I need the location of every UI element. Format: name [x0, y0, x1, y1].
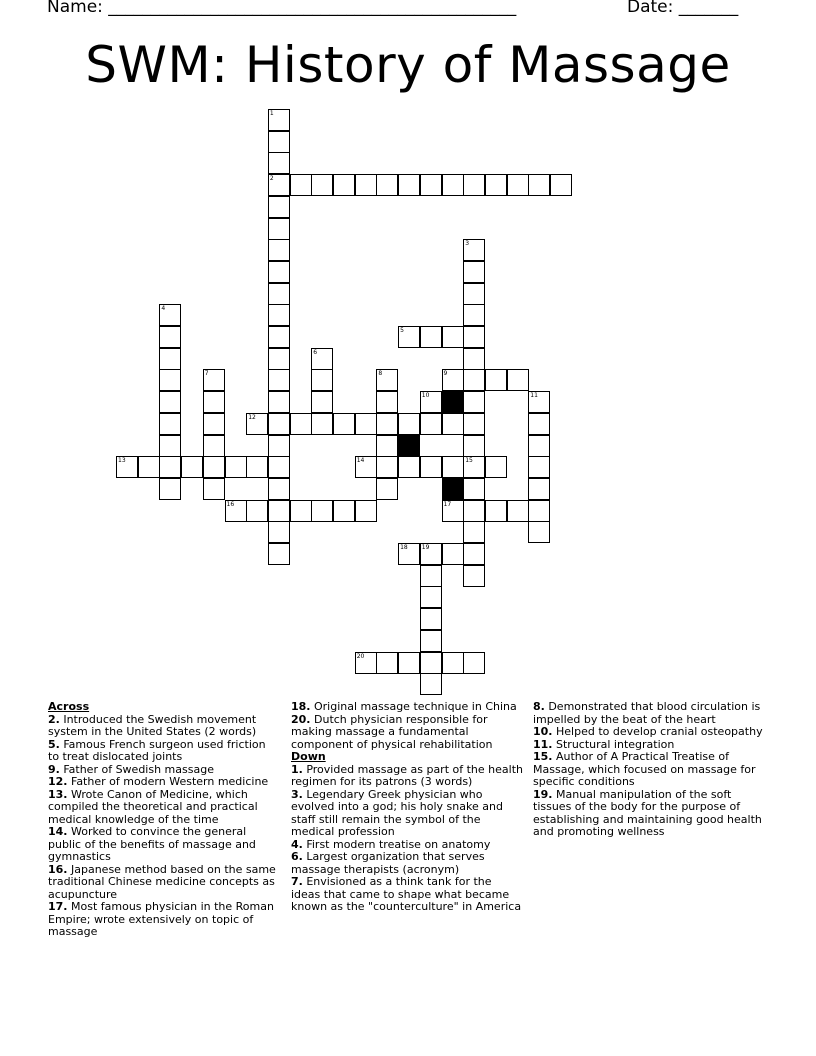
crossword-cell[interactable] — [268, 174, 290, 196]
clue-text: Introduced the Swedish movement system in the United States (2 words) — [48, 712, 257, 738]
clue-item — [533, 701, 765, 726]
clue-item — [291, 789, 523, 839]
crossword-cell[interactable] — [181, 456, 203, 478]
crossword-cell[interactable] — [463, 326, 485, 348]
clue-text: Demonstrated that blood circulation is impelled by the beat of the heart — [533, 700, 761, 726]
clue-text: Manual manipulation of the soft tissues of the body for the purpose of establishing and maintaining good health and promoting wellness — [533, 787, 762, 838]
clue-number: 18. — [291, 700, 311, 713]
crossword-cell[interactable] — [376, 478, 398, 500]
crossword-cell[interactable] — [268, 521, 290, 543]
crossword-cell[interactable] — [203, 435, 225, 457]
crossword-block-cell — [442, 478, 464, 500]
crossword-cell[interactable] — [311, 500, 333, 522]
crossword-cell[interactable] — [420, 673, 442, 695]
crossword-cell[interactable] — [159, 391, 181, 413]
date-field-label: Date: _______ — [627, 0, 739, 17]
crossword-cell[interactable] — [268, 413, 290, 435]
crossword-cell[interactable] — [311, 369, 333, 391]
crossword-cell[interactable] — [268, 369, 290, 391]
clue-item — [48, 789, 280, 827]
clue-number: 6. — [291, 850, 303, 863]
across-heading: Across — [48, 700, 90, 713]
crossword-cell-number: 8 — [378, 370, 383, 378]
crossword-cell[interactable] — [268, 391, 290, 413]
clue-text: Largest organization that serves massage therapists (acronym) — [291, 850, 485, 876]
crossword-cell[interactable] — [463, 304, 485, 326]
crossword-cell[interactable] — [376, 435, 398, 457]
crossword-cell[interactable] — [507, 174, 529, 196]
crossword-cell[interactable] — [463, 500, 485, 522]
crossword-cell[interactable] — [225, 456, 247, 478]
crossword-cell[interactable] — [355, 456, 377, 478]
crossword-cell[interactable] — [246, 413, 268, 435]
crossword-cell[interactable] — [159, 348, 181, 370]
crossword-cell[interactable] — [528, 391, 550, 413]
crossword-cell[interactable] — [333, 413, 355, 435]
crossword-cell[interactable] — [203, 413, 225, 435]
crossword-cell[interactable] — [485, 456, 507, 478]
clue-number: 8. — [533, 700, 545, 713]
crossword-cell[interactable] — [463, 369, 485, 391]
crossword-cell-number: 17 — [443, 500, 452, 508]
crossword-cell-number: 19 — [421, 544, 430, 551]
crossword-cell-number: 13 — [118, 457, 126, 465]
crossword-cell-number: 12 — [248, 413, 256, 421]
clue-number: 2. — [48, 712, 60, 726]
crossword-cell-number: 5 — [400, 327, 404, 334]
clue-number: 19. — [533, 787, 553, 801]
crossword-cell-number: 9 — [443, 370, 448, 378]
crossword-cell-number: 15 — [465, 457, 473, 465]
crossword-cell[interactable] — [290, 413, 312, 435]
crossword-cell[interactable] — [442, 652, 464, 674]
crossword-cell[interactable] — [376, 456, 398, 478]
crossword-cell[interactable] — [420, 456, 442, 478]
crossword-cell[interactable] — [442, 413, 464, 435]
crossword-cell[interactable] — [355, 652, 377, 674]
crossword-cell-number: 18 — [400, 544, 408, 551]
clue-text: Legendary Greek physician who evolved into a god; his holy snake and staff still remain the symbol of the medical profession — [291, 787, 503, 838]
clue-item — [291, 764, 523, 789]
clue-item — [291, 876, 523, 914]
clue-text: Original massage technique in China — [310, 700, 517, 713]
crossword-cell[interactable] — [442, 500, 464, 522]
clue-text: Famous French surgeon used friction to treat dislocated joints — [48, 737, 266, 763]
crossword-cell[interactable] — [398, 174, 420, 196]
crossword-cell[interactable] — [463, 543, 485, 565]
crossword-cell[interactable] — [268, 478, 290, 500]
crossword-block-cell — [398, 435, 420, 457]
crossword-cell[interactable] — [420, 326, 442, 348]
crossword-cell[interactable] — [463, 413, 485, 435]
clue-number: 4. — [291, 837, 303, 851]
crossword-cell[interactable] — [398, 652, 420, 674]
crossword-cell[interactable] — [159, 304, 181, 326]
crossword-cell[interactable] — [420, 565, 442, 587]
crossword-cell[interactable] — [463, 348, 485, 370]
clue-text: Provided massage as part of the health regimen for its patrons (3 words) — [291, 762, 523, 788]
crossword-block-cell — [442, 391, 464, 413]
crossword-cell[interactable] — [268, 435, 290, 457]
clue-item — [48, 864, 280, 902]
clue-text: Wrote Canon of Medicine, which compiled the theoretical and practical medical knowledge of the time — [48, 787, 258, 826]
crossword-cell[interactable] — [463, 391, 485, 413]
crossword-cell[interactable] — [528, 500, 550, 522]
crossword-cell[interactable] — [376, 369, 398, 391]
crossword-cell[interactable] — [138, 456, 160, 478]
crossword-cell[interactable] — [463, 521, 485, 543]
crossword-cell[interactable] — [268, 283, 290, 305]
puzzle-title: SWM: History of Massage — [85, 36, 731, 94]
crossword-cell[interactable] — [159, 413, 181, 435]
crossword-cell-number: 20 — [356, 652, 365, 660]
crossword-cell[interactable] — [463, 565, 485, 587]
clue-text: Helped to develop cranial osteopathy — [552, 725, 763, 738]
crossword-cell[interactable] — [311, 413, 333, 435]
crossword-cell[interactable] — [485, 174, 507, 196]
crossword-cell[interactable] — [159, 456, 181, 478]
crossword-cell[interactable] — [463, 435, 485, 457]
clue-text: Japanese method based on the same traditional Chinese medicine concepts as acupuncture — [48, 862, 276, 901]
crossword-cell[interactable] — [203, 478, 225, 500]
crossword-cell[interactable] — [203, 391, 225, 413]
crossword-cell-number: 4 — [161, 305, 166, 313]
clue-number: 9. — [48, 762, 60, 776]
clue-number: 7. — [291, 875, 303, 888]
crossword-cell[interactable] — [507, 500, 529, 522]
crossword-cell[interactable] — [550, 174, 572, 196]
crossword-cell[interactable] — [420, 174, 442, 196]
crossword-cell[interactable] — [398, 413, 420, 435]
crossword-cell[interactable] — [116, 456, 138, 478]
crossword-cell[interactable] — [268, 239, 290, 261]
crossword-cell[interactable] — [225, 500, 247, 522]
clue-number: 15. — [533, 750, 553, 763]
crossword-cell[interactable] — [268, 500, 290, 522]
crossword-cell-number: 10 — [421, 392, 430, 400]
name-field-label: Name: ________________________________________________ — [47, 0, 517, 17]
crossword-cell[interactable] — [398, 326, 420, 348]
clue-number: 11. — [533, 737, 553, 751]
crossword-cell[interactable] — [463, 261, 485, 283]
crossword-cell[interactable] — [398, 543, 420, 565]
crossword-cell[interactable] — [528, 478, 550, 500]
crossword-cell[interactable] — [420, 413, 442, 435]
clue-column-3 — [533, 701, 765, 839]
crossword-cell[interactable] — [463, 283, 485, 305]
crossword-cell[interactable] — [442, 369, 464, 391]
clue-number: 14. — [48, 825, 68, 838]
clue-item — [48, 739, 280, 764]
clue-item — [291, 714, 523, 752]
crossword-cell[interactable] — [528, 456, 550, 478]
crossword-cell[interactable] — [463, 456, 485, 478]
crossword-cell[interactable] — [355, 500, 377, 522]
crossword-cell[interactable] — [528, 174, 550, 196]
crossword-cell[interactable] — [485, 500, 507, 522]
crossword-cell[interactable] — [268, 456, 290, 478]
crossword-cell[interactable] — [268, 304, 290, 326]
clue-item — [291, 851, 523, 876]
crossword-cell-number: 16 — [226, 500, 235, 508]
clue-number: 17. — [48, 900, 68, 913]
crossword-cell[interactable] — [376, 413, 398, 435]
crossword-cell[interactable] — [376, 174, 398, 196]
crossword-cell[interactable] — [268, 261, 290, 283]
clue-text: Dutch physician responsible for making massage a fundamental component of physical rehabilitation — [291, 712, 493, 751]
clue-text: First modern treatise on anatomy — [302, 837, 491, 851]
clue-text: Structural integration — [552, 737, 675, 751]
clue-item — [533, 751, 765, 789]
crossword-cell[interactable] — [290, 174, 312, 196]
crossword-cell[interactable] — [159, 326, 181, 348]
crossword-cell[interactable] — [159, 435, 181, 457]
clue-text: Author of A Practical Treatise of Massage, which focused on massage for specific conditions — [533, 750, 756, 788]
crossword-cell-number: 11 — [530, 392, 538, 400]
crossword-cell[interactable] — [355, 413, 377, 435]
clue-item — [48, 714, 280, 739]
clue-text: Father of Swedish massage — [59, 762, 214, 776]
down-heading: Down — [291, 750, 326, 763]
crossword-cell[interactable] — [420, 652, 442, 674]
clue-item — [48, 901, 280, 939]
crossword-cell[interactable] — [268, 348, 290, 370]
crossword-cell[interactable] — [268, 109, 290, 131]
crossword-cell[interactable] — [268, 196, 290, 218]
clue-text: Worked to convince the general public of the benefits of massage and gymnastics — [48, 825, 256, 863]
crossword-cell[interactable] — [420, 586, 442, 608]
crossword-cell[interactable] — [420, 543, 442, 565]
crossword-cell[interactable] — [159, 369, 181, 391]
crossword-cell-number: 7 — [204, 370, 209, 378]
crossword-cell[interactable] — [442, 174, 464, 196]
crossword-cell[interactable] — [268, 131, 290, 153]
crossword-cell[interactable] — [311, 348, 333, 370]
crossword-cell[interactable] — [268, 218, 290, 240]
crossword-cell[interactable] — [528, 413, 550, 435]
clue-column-1 — [48, 701, 280, 939]
crossword-cell[interactable] — [398, 456, 420, 478]
crossword-cell[interactable] — [442, 456, 464, 478]
clue-text: Father of modern Western medicine — [67, 775, 269, 788]
clue-number: 13. — [48, 787, 68, 801]
crossword-cell-number: 3 — [465, 240, 470, 248]
crossword-cell[interactable] — [463, 478, 485, 500]
clue-number: 1. — [291, 762, 303, 776]
clue-number: 3. — [291, 787, 303, 801]
clue-number: 20. — [291, 712, 311, 726]
crossword-cell[interactable] — [463, 239, 485, 261]
crossword-cell[interactable] — [333, 500, 355, 522]
clue-column-2 — [291, 701, 523, 914]
crossword-cell[interactable] — [463, 174, 485, 196]
crossword-cell-number: 2 — [269, 175, 274, 183]
crossword-cell[interactable] — [485, 369, 507, 391]
crossword-cell[interactable] — [268, 543, 290, 565]
clue-text: Envisioned as a think tank for the ideas that came to shape what became known as the "counterculture" in America — [291, 875, 522, 913]
crossword-cell[interactable] — [355, 174, 377, 196]
crossword-cell[interactable] — [420, 391, 442, 413]
crossword-cell[interactable] — [507, 369, 529, 391]
crossword-cell[interactable] — [159, 478, 181, 500]
crossword-cell[interactable] — [290, 500, 312, 522]
crossword-cell[interactable] — [376, 391, 398, 413]
clue-number: 5. — [48, 737, 60, 751]
crossword-cell-number: 14 — [356, 457, 365, 465]
crossword-cell[interactable] — [203, 456, 225, 478]
crossword-cell[interactable] — [246, 500, 268, 522]
clue-item — [533, 789, 765, 839]
crossword-cell[interactable] — [311, 391, 333, 413]
crossword-cell[interactable] — [420, 608, 442, 630]
crossword-cell[interactable] — [442, 543, 464, 565]
crossword-cell[interactable] — [528, 521, 550, 543]
crossword-cell[interactable] — [376, 652, 398, 674]
crossword-cell[interactable] — [268, 326, 290, 348]
crossword-cell[interactable] — [246, 456, 268, 478]
crossword-cell-number: 1 — [269, 110, 274, 117]
crossword-cell[interactable] — [528, 435, 550, 457]
crossword-cell[interactable] — [203, 369, 225, 391]
crossword-cell[interactable] — [420, 630, 442, 652]
clue-number: 12. — [48, 775, 68, 788]
crossword-cell[interactable] — [333, 174, 355, 196]
clue-number: 16. — [48, 862, 68, 876]
crossword-cell-number: 6 — [313, 348, 318, 356]
clue-item — [48, 826, 280, 864]
crossword-cell[interactable] — [311, 174, 333, 196]
crossword-cell[interactable] — [442, 326, 464, 348]
clue-number: 10. — [533, 725, 553, 738]
crossword-cell[interactable] — [268, 152, 290, 174]
crossword-cell[interactable] — [463, 652, 485, 674]
clue-text: Most famous physician in the Roman Empire; wrote extensively on topic of massage — [48, 900, 274, 938]
